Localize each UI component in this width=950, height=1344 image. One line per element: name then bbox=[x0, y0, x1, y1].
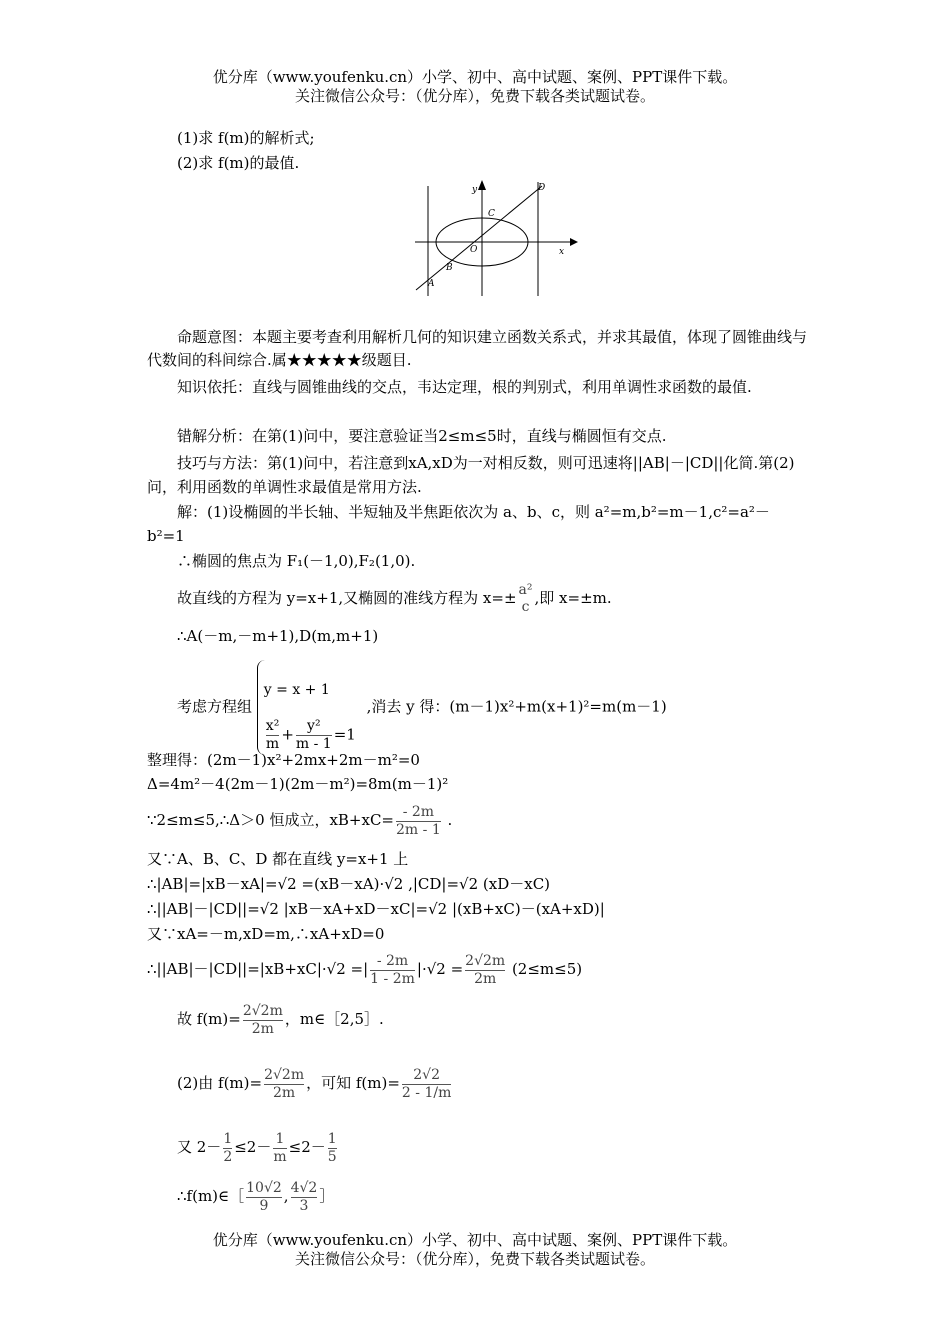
frac-den: c bbox=[521, 599, 530, 615]
frac-num: 2√2m bbox=[264, 1066, 305, 1083]
system-result: ,消去 y 得：(m－1)x²+m(x+1)²=m(m－1) bbox=[366, 697, 667, 716]
fig-label-o: O bbox=[470, 245, 478, 255]
part2-text-b: ，可知 f(m)= bbox=[306, 1074, 400, 1092]
ineq-text-b: ≤2－ bbox=[234, 1138, 272, 1156]
frac-den: 2m bbox=[264, 1084, 304, 1102]
result-line bbox=[147, 948, 582, 990]
points-a-d: ∴A(－m,－m+1),D(m,m+1) bbox=[177, 627, 379, 645]
points-on-line: 又∵A、B、C、D 都在直线 y=x+1 上 bbox=[147, 850, 409, 868]
system-eq-rhs: =1 bbox=[333, 725, 356, 744]
system-eq-2: $\frac{\text{x²}}{m}$ + $\frac{\text{y²}}{m - 1}$ =1 bbox=[265, 718, 356, 752]
frac-den: 2m bbox=[243, 1020, 283, 1038]
frac-num: x² bbox=[265, 718, 280, 734]
range-text-b: ］ bbox=[319, 1187, 335, 1205]
line-eq-text-b: ,即 x=±m. bbox=[534, 589, 612, 607]
sum-frac bbox=[396, 804, 441, 839]
frac-num: 2√2m bbox=[465, 952, 506, 969]
fig-label-b: B bbox=[446, 263, 453, 273]
system-eq-1: y = x + 1 bbox=[263, 682, 330, 698]
result-frac-1 bbox=[370, 953, 415, 988]
fig-label-d: D bbox=[538, 183, 546, 193]
opposite-line: 又∵xA=－m,xD=m,∴xA+xD=0 bbox=[147, 925, 385, 943]
result-frac-2 bbox=[465, 953, 505, 988]
frac-num: 1 bbox=[327, 1130, 337, 1147]
frac-den: 2m - 1 bbox=[396, 821, 441, 838]
frac-num: 2√2 bbox=[413, 1066, 441, 1083]
one-over-m-frac bbox=[273, 1131, 286, 1166]
footer-line-2: 关注微信公众号：（优分库），免费下载各类试题试卷。 bbox=[294, 1250, 655, 1268]
frac-den: 2m bbox=[465, 970, 505, 988]
solution-1: 解：(1)设椭圆的半长轴、半短轴及半焦距依次为 a、b、c，则 a²=m,b²=m－1,c²=a²－b²=1 bbox=[147, 503, 770, 545]
frac-den: 1 - 2m bbox=[370, 970, 415, 987]
frac-num: a² bbox=[518, 582, 533, 598]
half-frac bbox=[223, 1131, 232, 1166]
equation-system-line bbox=[177, 660, 667, 755]
frac-num: 1 bbox=[223, 1130, 233, 1147]
result-text-a: ∴||AB|－|CD||=|xB+xC|·√2 =| bbox=[147, 960, 369, 978]
ellipse-figure bbox=[410, 178, 580, 298]
frac-num: 1 bbox=[275, 1130, 285, 1147]
result-range: (2≤m≤5) bbox=[511, 960, 583, 978]
frac-num: 2√2m bbox=[242, 1002, 283, 1019]
skill-paragraph: 技巧与方法：第(1)问中，若注意到xA,xD为一对相反数，则可迅速将||AB|－|CD||化简.第(2)问，利用函数的单调性求最值是常用方法. bbox=[147, 454, 795, 496]
question-2: (2)求 f(m)的最值. bbox=[177, 154, 300, 172]
ab-cd-lengths: ∴|AB|=|xB－xA|=√2 =(xB－xA)·√2 ,|CD|=√2 (xD－xC) bbox=[147, 875, 551, 893]
p2-frac bbox=[264, 1067, 304, 1102]
footer-line-1: 优分库（www.youfenku.cn）小学、初中、高中试题、案例、PPT课件下载。 bbox=[212, 1231, 738, 1249]
high-frac bbox=[291, 1180, 318, 1215]
a2-over-c-frac bbox=[519, 582, 533, 616]
simplified-equation: 整理得：(2m－1)x²+2mx+2m－m²=0 bbox=[147, 751, 420, 769]
intent-paragraph: 命题意图：本题主要考查利用解析几何的知识建立函数关系式，并求其最值，体现了圆锥曲线与代数间的科间综合.属★★★★★级题目. bbox=[147, 328, 808, 369]
knowledge-paragraph: 知识依托：直线与圆锥曲线的交点，韦达定理，根的判别式，利用单调性求函数的最值. bbox=[177, 378, 752, 396]
frac-den: 2 - 1/m bbox=[401, 1084, 452, 1101]
frac-num: - 2m bbox=[376, 952, 409, 969]
f-text-b: ，m∈［2,5］. bbox=[284, 1010, 384, 1028]
header-line-2: 关注微信公众号：（优分库），免费下载各类试题试卷。 bbox=[294, 87, 655, 105]
low-frac bbox=[246, 1180, 282, 1215]
ineq-text-c: ≤2－ bbox=[288, 1138, 326, 1156]
ineq-text-a: 又 2－ bbox=[177, 1138, 222, 1156]
question-1: (1)求 f(m)的解析式; bbox=[177, 129, 315, 147]
frac-den: m - 1 bbox=[295, 736, 332, 752]
line-equation bbox=[177, 578, 612, 618]
result-text-b: |·√2 = bbox=[416, 960, 464, 978]
frac-num: y² bbox=[307, 718, 321, 734]
part2-line bbox=[177, 1055, 453, 1111]
q-frac bbox=[402, 1067, 451, 1102]
difference-line: ∴||AB|－|CD||=√2 |xB－xA+xD－xC|=√2 |(xB+xC)－(xA+xD)| bbox=[147, 900, 605, 918]
part2-text-a: (2)由 f(m)= bbox=[177, 1074, 263, 1092]
discriminant: Δ=4m²－4(2m－1)(2m－m²)=8m(m－1)² bbox=[147, 775, 449, 793]
frac-den: 3 bbox=[291, 1197, 318, 1215]
range-line: ∴f(m)∈［ $\frac{10√2}{9}$ , $\frac{4√2}{3}$ ］ bbox=[177, 1179, 335, 1214]
frac-num: 10√2 bbox=[246, 1179, 282, 1196]
frac-den: 2 bbox=[223, 1148, 233, 1165]
inequality-line bbox=[177, 1125, 339, 1169]
frac-den: m bbox=[265, 736, 280, 752]
frac-den: m bbox=[273, 1148, 287, 1165]
equation-system bbox=[257, 660, 362, 755]
frac-num: 4√2 bbox=[290, 1179, 318, 1196]
frac-den: 9 bbox=[246, 1197, 282, 1215]
range-text-a: ∴f(m)∈［ bbox=[177, 1187, 245, 1205]
system-label: 考虑方程组 bbox=[177, 697, 253, 716]
vieta-text: ∵2≤m≤5,∴Δ＞0 恒成立，xB+xC= bbox=[147, 811, 395, 829]
vieta-line: ∵2≤m≤5,∴Δ＞0 恒成立，xB+xC= $\frac{- 2m}{2m - 1}$ . bbox=[147, 803, 453, 838]
frac-den: 5 bbox=[327, 1148, 337, 1165]
error-paragraph: 错解分析：在第(1)问中，要注意验证当2≤m≤5时，直线与椭圆恒有交点. bbox=[177, 427, 667, 445]
line-eq-text-a: 故直线的方程为 y=x+1,又椭圆的准线方程为 x=± bbox=[177, 589, 517, 607]
fig-label-c: C bbox=[488, 209, 495, 219]
f-definition bbox=[177, 998, 384, 1040]
f-text-a: 故 f(m)= bbox=[177, 1010, 241, 1028]
fig-label-a: A bbox=[428, 279, 435, 289]
f-frac bbox=[243, 1003, 283, 1038]
fifth-frac bbox=[328, 1131, 337, 1166]
frac-num: - 2m bbox=[402, 803, 435, 820]
fig-label-x: x bbox=[559, 247, 565, 257]
fig-label-y: y bbox=[472, 185, 478, 195]
foci-line: ∴椭圆的焦点为 F₁(－1,0),F₂(1,0). bbox=[177, 552, 416, 570]
header-line-1: 优分库（www.youfenku.cn）小学、初中、高中试题、案例、PPT课件下载。 bbox=[212, 68, 738, 86]
